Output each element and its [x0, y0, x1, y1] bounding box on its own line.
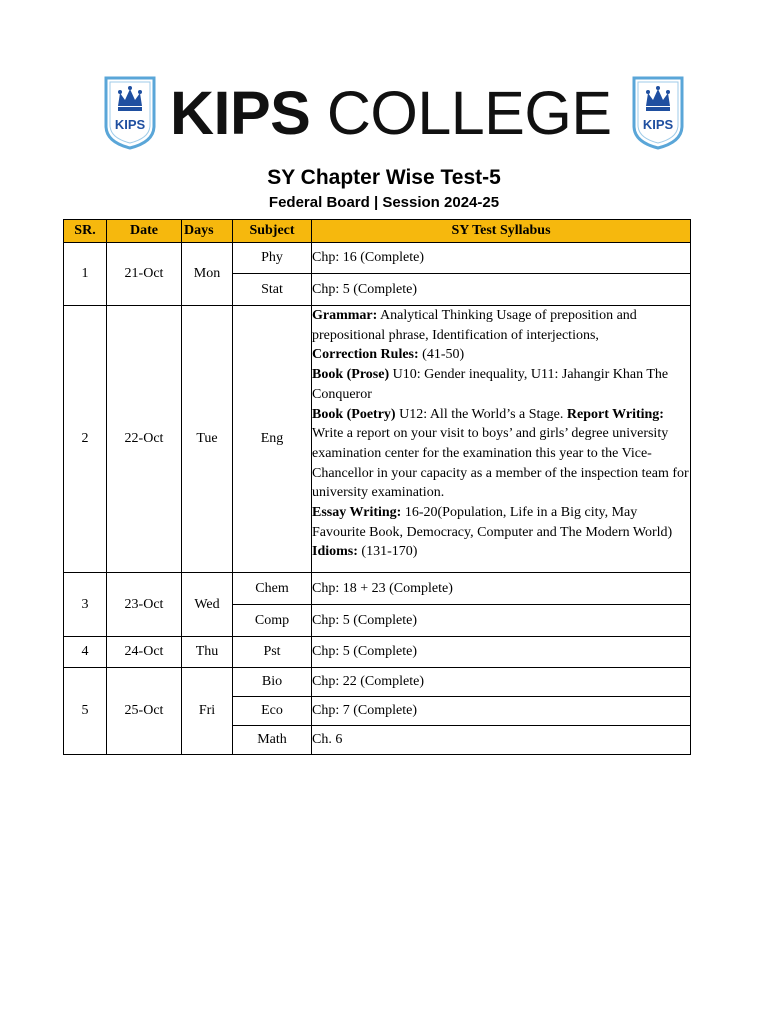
column-header-subject: Subject — [233, 220, 312, 243]
item-text: U10: Gender inequality, U11: Jahangir Khan The Conqueror — [312, 367, 669, 402]
subject-cell: Eng — [233, 306, 312, 573]
subject-cell: Phy — [233, 243, 312, 274]
brand-bold: KIPS — [170, 79, 311, 147]
column-header-days: Days — [182, 220, 233, 243]
item-label: Correction Rules: — [312, 347, 419, 363]
sr-cell: 4 — [64, 637, 107, 668]
svg-text:KIPS: KIPS — [114, 117, 146, 132]
subject-cell: Bio — [233, 668, 312, 697]
item-text: (131-170) — [357, 544, 418, 560]
syllabus-cell: Chp: 7 (Complete) — [312, 697, 691, 726]
correction-rules-item — [312, 345, 690, 365]
item-text: Analytical Thinking Usage of preposition and prepositional phrase, Identification of interjections, — [312, 308, 637, 343]
syllabus-cell: Ch. 6 — [312, 726, 691, 755]
book-prose-item — [312, 365, 690, 404]
table-row — [64, 637, 691, 668]
date-cell: 21-Oct — [107, 243, 182, 306]
table-row — [64, 306, 691, 573]
shield-logo — [104, 76, 156, 150]
sr-cell: 2 — [64, 306, 107, 573]
kips-logo-right — [632, 76, 684, 150]
day-cell: Mon — [182, 243, 233, 306]
item-label: Book (Poetry) — [312, 406, 396, 422]
sr-cell: 5 — [64, 668, 107, 755]
item-label: Essay Writing: — [312, 505, 402, 521]
day-cell: Fri — [182, 668, 233, 755]
column-header-syllabus: SY Test Syllabus — [312, 220, 691, 243]
syllabus-cell: Chp: 18 + 23 (Complete) — [312, 573, 691, 605]
sr-cell: 1 — [64, 243, 107, 306]
date-cell: 24-Oct — [107, 637, 182, 668]
report-writing-text: Write a report on your visit to boys’ and girls’ degree university examination center for the examination this year to the Vice- Chancellor in your capacity as a member of the inspection team for university examination. — [312, 426, 689, 501]
subject-cell: Eco — [233, 697, 312, 726]
book-poetry-item — [312, 405, 690, 504]
subject-cell: Pst — [233, 637, 312, 668]
item-text: (41-50) — [418, 347, 465, 363]
subject-cell: Stat — [233, 274, 312, 306]
column-header-sr: SR. — [64, 220, 107, 243]
sr-cell: 3 — [64, 573, 107, 637]
report-writing-label: Report Writing: — [566, 406, 664, 422]
column-header-date: Date — [107, 220, 182, 243]
essay-writing-item — [312, 503, 690, 542]
item-text: U12: All the World’s a Stage. — [395, 406, 567, 422]
svg-text:KIPS: KIPS — [642, 117, 674, 132]
date-cell: 23-Oct — [107, 573, 182, 637]
brand-regular: COLLEGE — [326, 79, 612, 147]
shield-logo — [632, 76, 684, 150]
syllabus-cell: Chp: 16 (Complete) — [312, 243, 691, 274]
syllabus-table — [63, 219, 691, 755]
day-cell: Tue — [182, 306, 233, 573]
syllabus-cell: Chp: 5 (Complete) — [312, 274, 691, 306]
idioms-item — [312, 542, 690, 562]
day-cell: Thu — [182, 637, 233, 668]
day-cell: Wed — [182, 573, 233, 637]
subject-cell: Comp — [233, 605, 312, 637]
date-cell: 25-Oct — [107, 668, 182, 755]
college-name — [170, 74, 618, 152]
grammar-item — [312, 306, 690, 345]
page-title: SY Chapter Wise Test-5 — [267, 166, 501, 189]
date-cell: 22-Oct — [107, 306, 182, 573]
table-row — [64, 668, 691, 697]
syllabus-cell: Chp: 22 (Complete) — [312, 668, 691, 697]
table-row — [64, 573, 691, 605]
item-text: 16-20(Population, Life in a Big city, May Favourite Book, Democracy, Computer and The Modern World) — [312, 505, 673, 540]
kips-logo-left — [104, 76, 156, 150]
english-syllabus-text — [312, 306, 690, 568]
subject-cell: Math — [233, 726, 312, 755]
english-syllabus-cell — [312, 306, 691, 573]
subject-cell: Chem — [233, 573, 312, 605]
syllabus-cell: Chp: 5 (Complete) — [312, 605, 691, 637]
item-label: Idioms: — [312, 544, 358, 560]
item-label: Book (Prose) — [312, 367, 390, 383]
table-header-row — [64, 220, 691, 243]
table-row — [64, 243, 691, 274]
syllabus-cell: Chp: 5 (Complete) — [312, 637, 691, 668]
item-label: Grammar: — [312, 308, 378, 323]
college-header — [104, 74, 684, 152]
page-subtitle: Federal Board | Session 2024-25 — [268, 194, 500, 211]
